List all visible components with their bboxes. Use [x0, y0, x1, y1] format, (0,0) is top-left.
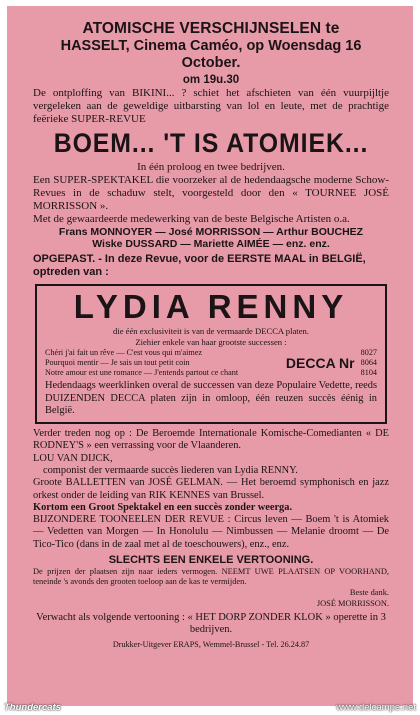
prices-text: De prijzen der plaatsen zijn naar ieders vermogen. NEEMT UWE PLAATSEN OP VOORHAND, teneinde 's avonds den grooten toeloop aan de kas te vermijden. [33, 566, 389, 587]
artist-names-line-1: Frans MONNOYER — José MORRISSON — Arthur BOUCHEZ [58, 225, 364, 238]
star-box [35, 284, 387, 424]
songs-list [45, 348, 280, 379]
intro-text: De ontploffing van BIKINI... ? schiet het afschieten van één vuurpijltje vergeleken aan de geweldige uitbarsting van lol en leute, met de prachtige feërieke SUPER-REVUE [33, 87, 389, 125]
artist-names-line-2: Wiske DUSSARD — Mariette AIMÉE — enz. enz. [92, 238, 330, 251]
decca-number: 8104 [360, 367, 377, 377]
decca-number: 8027 [360, 348, 377, 358]
beste-dank: Beste dank. [349, 587, 389, 597]
tooneelen-text: BIJZONDERE TOONEELEN DER REVUE : Circus leven — Boem 't is Atomiek — Vedetten van Morgen — In Honolulu — Nimbussen — Melanie droomt — De Tico-Tico (dans in de zaal met al de toeschouwers), enz., enz. [33, 514, 389, 550]
signature: JOSÉ MORRISSON. [316, 598, 389, 608]
decca-numbers [361, 348, 377, 378]
spektakel-text: Een SUPER-SPEKTAKEL die voorzeker al de hedendaagsche moderne Schow-Revues in de schaduw stelt, voorgesteld door den « TOURNEE JOSÉ MORRISSON ». [33, 173, 389, 212]
verwacht-text: Verwacht als volgende vertooning : « HET DORP ZONDER KLOK » operette in 3 bedrijven. [36, 611, 386, 636]
title-line-1: ATOMISCHE VERSCHIJNSELEN te [82, 20, 340, 37]
star-daily-text: Hedendaags weerklinken overal de successen van deze Populaire Vedette, reeds DUIZENDEN DECCA platen zijn in omloop, één reuzen succès éénig in België. [45, 380, 377, 416]
songs-block [45, 348, 377, 379]
verder-text: Verder treden nog op : De Beroemde Internationale Komische-Comedianten « DE RODNEY'S » een verrassing voor de Vlaanderen. [33, 428, 389, 452]
star-name: LYDIA RENNY [73, 288, 349, 326]
single-showing: SLECHTS EEN ENKELE VERTOONING. [108, 553, 314, 566]
printer-line: Drukker-Uitgever ERAPS, Wemmel-Brussel - Tel. 26.24.87 [112, 640, 310, 650]
star-exclusive: die één exclusiviteit is van de vermaarde DECCA platen. [113, 326, 309, 337]
song-line: Chéri j'ai fait un rêve — C'est vous qui m'aimez [45, 347, 202, 357]
decca-label: DECCA Nr [285, 354, 355, 371]
lou-description: componist der vermaarde succès liederen van Lydia RENNY. [43, 464, 298, 476]
song-line: Pourquoi mentir — Je sais un tout petit coin [45, 357, 190, 367]
watermark-left: Thundercats [4, 702, 62, 713]
title-line-2: HASSELT, Cinema Caméo, op Woensdag 16 October. [60, 38, 362, 72]
show-time: om 19u.30 [182, 73, 240, 86]
prologue-text: In één proloog en twee bedrijven. [137, 160, 285, 173]
watermark-right: www.delcampe.net [336, 702, 416, 713]
opgepast-text: OPGEPAST. - In deze Revue, voor de EERSTE MAAL in BELGIË, optreden van : [33, 253, 366, 279]
kortom-text: Kortom een Groot Spektakel en een succès zonder weerga. [33, 501, 293, 513]
decca-number: 8064 [360, 358, 377, 368]
star-ziehier: Ziehier enkele van haar grootste successen : [135, 336, 287, 347]
song-line: Notre amour est une romance — J'entends partout ce chant [45, 368, 239, 378]
balletten-text: Groote BALLETTEN van JOSÉ GELMAN. — Het beroemd symphonisch en jazz orkest onder de leiding van RIK KENNES van Brussel. [33, 477, 389, 501]
medewerking-text: Met de gewaardeerde medewerking van de beste Belgische Artisten o.a. [33, 212, 350, 225]
poster-sheet [7, 6, 413, 706]
show-title: BOEM... 'T IS ATOMIEK... [53, 127, 369, 158]
lou-name: LOU VAN DIJCK, [33, 452, 113, 464]
